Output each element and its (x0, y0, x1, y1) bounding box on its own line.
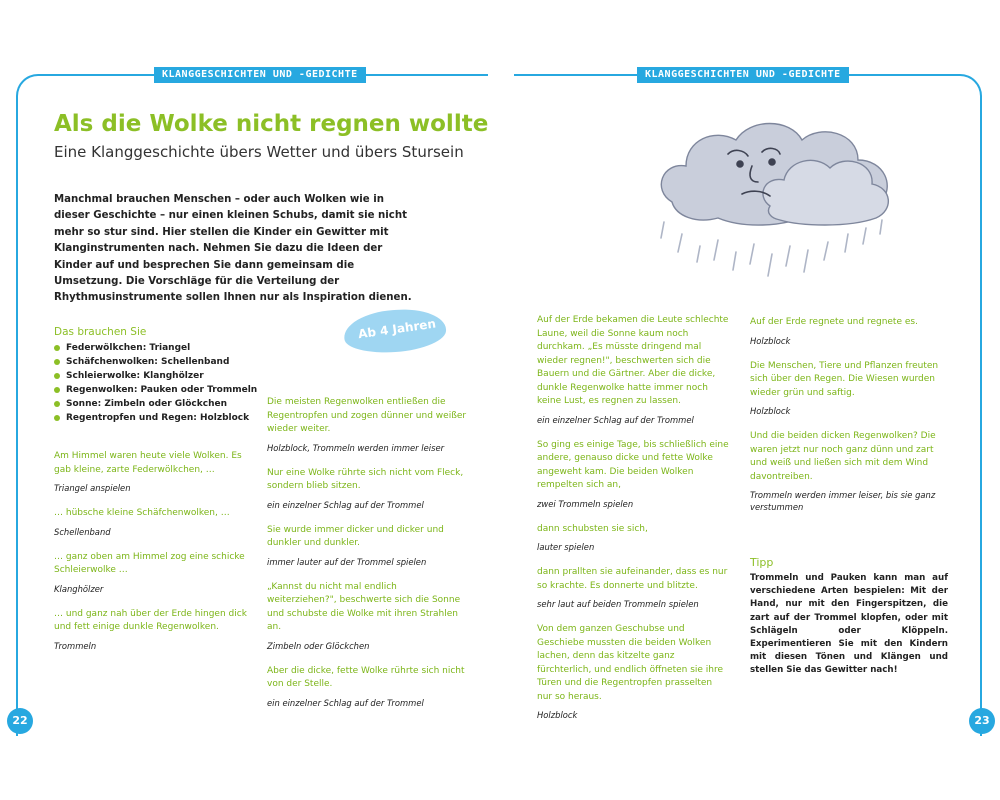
instrument-cue: Holzblock (750, 406, 791, 416)
instrument-cue: ein einzelner Schlag auf der Trommel (267, 499, 424, 510)
instrument-cue: ein einzelner Schlag auf der Trommel (537, 414, 694, 425)
materials-item: Federwölkchen: Triangel (54, 341, 257, 355)
instrument-cue: Holzblock (750, 335, 791, 346)
instrument-cue: zwei Trommeln spielen (537, 498, 634, 509)
story-text: Sie wurde immer dicker und dicker und dunkler und dunkler. (267, 524, 444, 548)
section-banner-left: KLANGGESCHICHTEN UND -GEDICHTE (154, 67, 366, 83)
materials-item: Regentropfen und Regen: Holzblock (54, 411, 257, 425)
instrument-cue: Trommeln (54, 640, 97, 651)
materials-list (54, 341, 257, 425)
page-number-left: 22 (7, 708, 33, 734)
story-column-2 (267, 396, 467, 722)
story-text: Aber die dicke, fette Wolke rührte sich nicht von der Stelle. (267, 665, 465, 689)
instrument-cue: Trommeln werden immer leiser, bis sie ganz verstummen (750, 490, 936, 512)
tip-text: Trommeln und Pauken kann man auf verschiedene Arten bespielen: Mit der Hand, nur mit den Fingerspitzen, die zart auf der Trommel klopfen, oder mit Schlägeln oder Klöppeln. Experimentieren Sie mit den Kindern mit diesen Tönen und Klängen und stellen Sie das Gewitter nach! (750, 573, 948, 676)
story-text: Auf der Erde bekamen die Leute schlechte Laune, weil die Sonne kaum noch durchkam. „Es müsste dringend mal wieder regnen!", beschwerten sich die Bauern und die Gärtner. Aber die dicke, dunkle Regenwolke hatte immer noch keine Lust, es regnen zu lassen. (537, 315, 729, 406)
story-column-3 (537, 314, 729, 734)
instrument-cue: Holzblock (537, 710, 578, 720)
page-number-right: 23 (969, 708, 995, 734)
story-title: Als die Wolke nicht regnen wollte (54, 111, 489, 137)
materials-item: Schleierwolke: Klanghölzer (54, 369, 257, 383)
story-text: dann prallten sie aufeinander, dass es nur so krachte. Es donnerte und blitzte. (537, 567, 728, 591)
story-text: … und ganz nah über der Erde hingen dick und fett einige dunkle Regenwolken. (54, 608, 247, 632)
instrument-cue: Klanghölzer (54, 583, 104, 594)
instrument-cue: lauter spielen (537, 542, 595, 552)
story-text: Auf der Erde regnete und regnete es. (750, 317, 918, 327)
story-text: „Kannst du nicht mal endlich weiterziehen?", beschwerte sich die Sonne und schubste die Wolke mit ihren Strahlen an. (267, 581, 461, 632)
story-text: Am Himmel waren heute viele Wolken. Es gab kleine, zarte Federwölkchen, … (54, 451, 242, 475)
materials-item: Regenwolken: Pauken oder Trommeln (54, 383, 257, 397)
instrument-cue: Zimbeln oder Glöckchen (267, 640, 370, 651)
cloud-illustration (652, 110, 902, 290)
section-banner-right: KLANGGESCHICHTEN UND -GEDICHTE (637, 67, 849, 83)
instrument-cue: Holzblock, Trommeln werden immer leiser (267, 442, 445, 453)
story-text: Nur eine Wolke rührte sich nicht vom Fleck, sondern blieb sitzen. (267, 467, 464, 491)
rain-streaks (661, 220, 882, 276)
story-column-4 (750, 316, 950, 526)
story-text: Die meisten Regenwolken entließen die Regentropfen und zogen dünner und weißer wieder weiter. (267, 397, 467, 434)
instrument-cue: ein einzelner Schlag auf der Trommel (267, 697, 424, 708)
materials-heading: Das brauchen Sie (54, 326, 147, 338)
story-text: … ganz oben am Himmel zog eine schicke Schleierwolke … (54, 551, 245, 575)
story-column-1 (54, 450, 254, 665)
story-text: Von dem ganzen Geschubse und Geschiebe mussten die beiden Wolken lachen, denn das kitzelte ganz fürchterlich, und endlich öffneten sie ihre Türen und die Regentropfen prasselten nur so heraus. (537, 624, 724, 702)
intro-paragraph: Manchmal brauchen Menschen – oder auch Wolken wie in dieser Geschichte – nur einen kleinen Schubs, damit sie nicht mehr so stur sind. Hier stellen die Kinder ein Gewitter mit Klanginstrumenten nach. Nehmen Sie dazu die Ideen der Kinder auf und besprechen Sie dann gemeinsam die Umsetzung. Die Vorschläge für die Verteilung der Rhythmusinstrumente sollen Ihnen nur als Inspiration dienen. (54, 194, 412, 304)
instrument-cue: Schellenband (54, 526, 111, 537)
age-badge-label: Ab 4 Jahren (357, 316, 437, 342)
story-text: Die Menschen, Tiere und Pflanzen freuten sich über den Regen. Die Wiesen wurden wieder grün und saftig. (750, 360, 939, 398)
tip-heading: Tipp (750, 556, 774, 569)
instrument-cue: Triangel anspielen (54, 483, 131, 493)
story-text: dann schubsten sie sich, (537, 523, 648, 534)
materials-item: Sonne: Zimbeln oder Glöckchen (54, 397, 257, 411)
materials-item: Schäfchenwolken: Schellenband (54, 355, 257, 369)
story-text: So ging es einige Tage, bis schließlich eine andere, genauso dicke und fette Wolke angeweht kam. Die beiden Wolken rempelten sich an, (537, 439, 729, 490)
instrument-cue: immer lauter auf der Trommel spielen (267, 556, 427, 567)
instrument-cue: sehr laut auf beiden Trommeln spielen (537, 599, 699, 609)
story-text: … hübsche kleine Schäfchenwolken, … (54, 508, 230, 518)
story-subtitle: Eine Klanggeschichte übers Wetter und übers Stursein (54, 143, 464, 161)
story-text: Und die beiden dicken Regenwolken? Die waren jetzt nur noch ganz dünn und zart und weiß und ließen sich mit dem Wind davontreiben. (750, 431, 936, 482)
